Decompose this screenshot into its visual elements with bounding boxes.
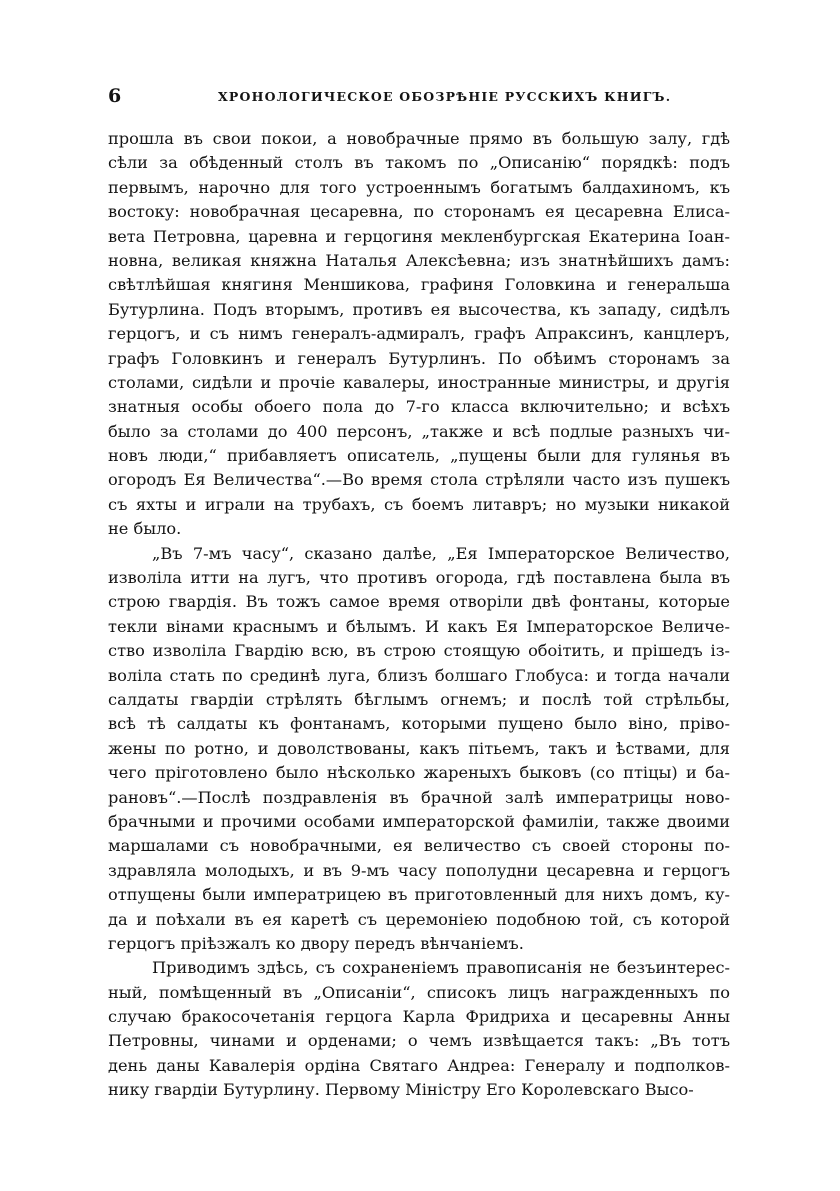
text-line: Петровны, чинами и орденами; о чемъ извѣщается такъ: „Въ тотъ (108, 1031, 730, 1051)
text-line: прошла въ свои покои, а новобрачные прямо въ большую залу, гдѣ (108, 129, 730, 148)
text-line: Приводимъ здѣсь, съ сохраненіемъ правописанія не безъинтерес- (152, 958, 730, 978)
text-line: нику гвардіи Бутурлину. Первому Міністру Его Королевскаго Высо- (108, 1080, 694, 1100)
text-line: чего пріготовлено было нѣсколько жареныхъ быковъ (со птіцы) и ба- (108, 763, 730, 783)
text-line: новъ люди,“ прибавляетъ описатель, „пущены были для гулянья въ (108, 446, 730, 466)
paragraph (108, 956, 730, 1102)
text-line: текли вінами краснымъ и бѣлымъ. И какъ Ея Імператорское Величе- (108, 616, 730, 636)
text-line: было за столами до 400 персонъ, „также и всѣ подлые разныхъ чи- (108, 421, 730, 441)
body-text (108, 127, 730, 1103)
paragraph (108, 542, 730, 957)
text-line: Бутурлина. Подъ вторымъ, противъ ея высочества, къ западу, сидѣлъ (108, 299, 730, 319)
text-line: отпущены были императрицею въ приготовленный для нихъ домъ, ку- (108, 885, 730, 905)
text-line: герцогъ пріѣзжалъ ко двору передъ вѣнчаніемъ. (108, 933, 524, 953)
text-line: не было. (108, 519, 182, 539)
text-line: графъ Головкинъ и генералъ Бутурлинъ. По обѣимъ сторонамъ за (108, 348, 730, 368)
text-line: да и поѣхали въ ея каретѣ съ церемоніею подобною той, съ которой (108, 909, 730, 929)
text-line: день даны Кавалерія ордіна Святаго Андреа: Генералу и подполков- (108, 1055, 730, 1075)
text-line: маршалами съ новобрачными, ея величество съ своей стороны по- (108, 836, 730, 856)
text-line: воліла стать по срединѣ луга, близъ болшаго Глобуса: и тогда начали (108, 665, 730, 685)
text-line: знатныя особы обоего пола до 7-го класса включительно; и всѣхъ (108, 397, 730, 417)
text-line: свѣтлѣйшая княгиня Меншикова, графиня Головкина и генеральша (108, 275, 730, 295)
text-line: новна, великая княжна Наталья Алексѣевна; изъ знатнѣйшихъ дамъ: (108, 250, 730, 270)
text-line: востоку: новобрачная цесаревна, по сторонамъ ея цесаревна Елиса- (108, 202, 730, 222)
text-line: брачными и прочими особами императорской фамиліи, также двоими (108, 811, 730, 831)
text-line: „Въ 7-мъ часу“, сказано далѣе, „Ея Імператорское Величество, (152, 543, 730, 563)
page-number: 6 (108, 85, 122, 107)
text-line: ство изволіла Гвардію всю, въ строю стоящую обоітить, и прішедъ із- (108, 641, 730, 661)
text-line: всѣ тѣ салдаты къ фонтанамъ, которыми пущено было віно, прівo- (108, 714, 730, 734)
text-line: случаю бракосочетанія герцога Карла Фридриха и цесаревны Анны (108, 1007, 730, 1027)
text-line: первымъ, нарочно для того устроеннымъ богатымъ балдахиномъ, къ (108, 177, 730, 197)
text-line: столами, сидѣли и прочіе кавалеры, иностранные министры, и другія (108, 372, 730, 392)
text-line: строю гвардія. Въ тожъ самое время отворіли двѣ фонтаны, которые (108, 592, 730, 612)
paragraph (108, 127, 730, 542)
text-line: сѣли за обѣденный столъ въ такомъ по „Описанію“ порядкѣ: подъ (108, 153, 730, 173)
text-line: съ яхты и играли на трубахъ, съ боемъ литавръ; но музыки никакой (108, 494, 730, 514)
text-line: изволіла итти на лугъ, что противъ огорода, гдѣ поставлена была въ (108, 568, 730, 588)
text-line: жены по ротно, и доволствованы, какъ пітьемъ, такъ и ѣствами, для (108, 738, 730, 758)
text-line: рановъ“.—Послѣ поздравленія въ брачной залѣ императрицы ново- (108, 787, 730, 807)
running-head: ХРОНОЛОГИЧЕСКОЕ ОБОЗРѢНІЕ РУССКИХЪ КНИГЪ. (218, 89, 672, 104)
text-line: герцогъ, и съ нимъ генералъ-адмиралъ, графъ Апраксинъ, канцлеръ, (108, 324, 730, 344)
text-line: вета Петровна, царевна и герцогиня мекленбургская Екатерина Іоан- (108, 226, 730, 246)
text-line: огородъ Ея Величества“.—Во время стола стрѣляли часто изъ пушекъ (108, 470, 730, 490)
text-line: салдаты гвардіи стрѣлять бѣглымъ огнемъ; и послѣ той стрѣльбы, (108, 689, 730, 709)
text-line: здравляла молодыхъ, и въ 9-мъ часу пополудни цесаревна и герцогъ (108, 860, 730, 880)
text-line: ный, помѣщенный въ „Описаніи“, списокъ лицъ награжденныхъ по (108, 982, 730, 1002)
page-header (108, 84, 730, 108)
